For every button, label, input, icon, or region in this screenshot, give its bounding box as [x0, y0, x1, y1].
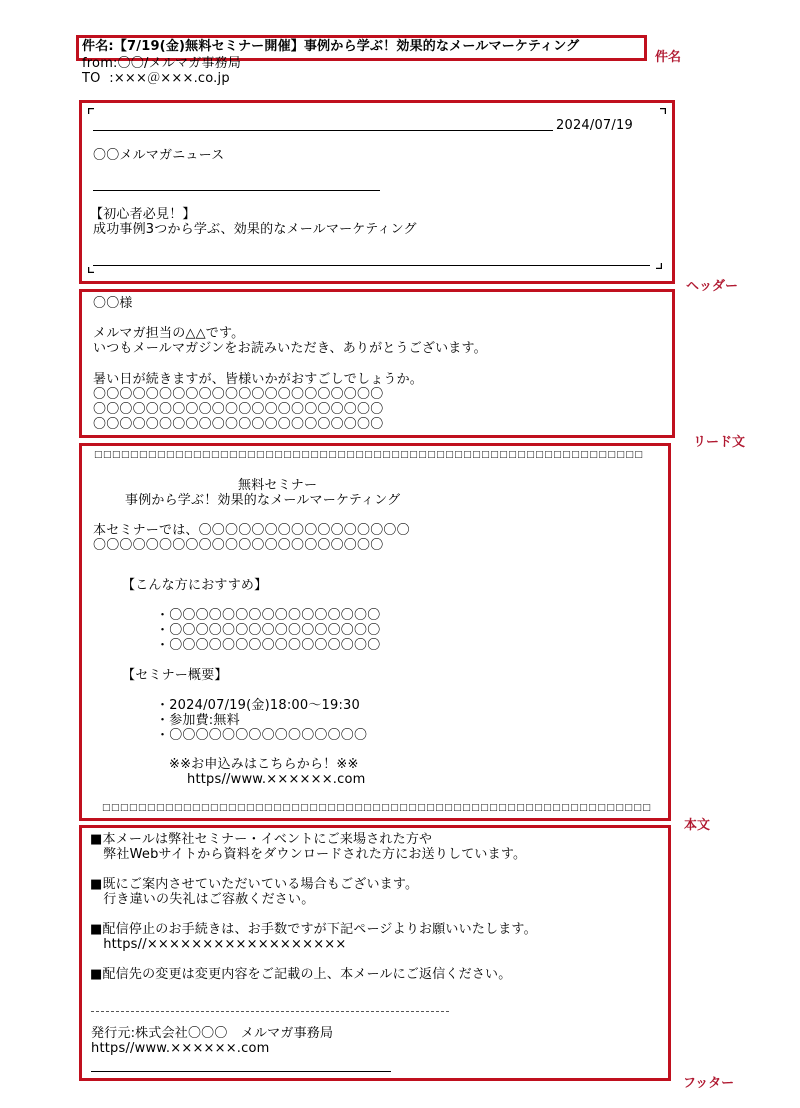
lead-section — [79, 289, 675, 438]
seminar-intro: 〇〇〇〇〇〇〇〇〇〇〇〇〇〇〇〇〇〇〇〇〇〇 — [93, 538, 384, 553]
email-to: TO :×××＠×××.co.jp — [82, 71, 230, 86]
label-body: 本文 — [684, 818, 711, 833]
corner-top-right-icon — [660, 108, 666, 114]
publisher: 発行元:株式会社〇〇〇 メルマガ事務局 — [91, 1026, 334, 1041]
corner-bottom-right-icon — [656, 263, 662, 269]
header-date: 2024/07/19 — [556, 118, 633, 133]
footer-rule-bottom — [91, 1071, 391, 1072]
label-header: ヘッダー — [686, 279, 739, 294]
body-divider-bottom: □□□□□□□□□□□□□□□□□□□□□□□□□□□□□□□□□□□□□□□□□□□□□□□□□□□□□□□□□□□□□ — [102, 803, 652, 813]
lead-placeholder-line: 〇〇〇〇〇〇〇〇〇〇〇〇〇〇〇〇〇〇〇〇〇〇 — [93, 417, 384, 432]
cta-link[interactable]: https//www.××××××.com — [187, 772, 366, 787]
lead-intro: メルマガ担当の△△です。 — [93, 326, 245, 341]
footer-divider-dashed — [91, 1011, 449, 1012]
seminar-subtitle: 事例から学ぶ！効果的なメールマーケティング — [125, 493, 401, 508]
header-tagline: 【初心者必見！】 — [90, 207, 196, 222]
lead-greeting: 〇〇様 — [93, 296, 133, 311]
header-rule-middle — [93, 190, 380, 191]
newsletter-name: 〇〇メルマガニュース — [93, 148, 225, 163]
label-lead: リード文 — [693, 435, 746, 450]
unsubscribe-link[interactable]: https//×××××××××××××××××× — [90, 937, 347, 952]
footer-note: ■既にご案内させていただいている場合もございます。 — [90, 877, 419, 892]
footer-section — [79, 825, 671, 1081]
corner-bottom-left-icon — [88, 267, 94, 273]
recommend-item: ・〇〇〇〇〇〇〇〇〇〇〇〇〇〇〇〇 — [156, 638, 381, 653]
label-footer: フッター — [683, 1076, 735, 1091]
header-rule-top — [93, 130, 553, 131]
recommend-item: ・〇〇〇〇〇〇〇〇〇〇〇〇〇〇〇〇 — [156, 608, 381, 623]
lead-placeholder-line: 〇〇〇〇〇〇〇〇〇〇〇〇〇〇〇〇〇〇〇〇〇〇 — [93, 402, 384, 417]
email-from: from:〇〇/メルマガ事務局 — [82, 56, 242, 71]
lead-placeholder-line: 〇〇〇〇〇〇〇〇〇〇〇〇〇〇〇〇〇〇〇〇〇〇 — [93, 387, 384, 402]
header-rule-bottom — [93, 265, 650, 266]
header-headline: 成功事例3つから学ぶ、効果的なメールマーケティング — [93, 222, 417, 237]
footer-note: ■配信停止のお手続きは、お手数ですが下記ページよりお願いいたします。 — [90, 922, 537, 937]
footer-note: ■配信先の変更は変更内容をご記載の上、本メールにご返信ください。 — [90, 967, 512, 982]
lead-season: 暑い日が続きますが、皆様いかがおすごしでしょうか。 — [93, 372, 424, 387]
footer-note: 弊社Webサイトから資料をダウンロードされた方にお送りしています。 — [90, 847, 527, 862]
body-divider-top: □□□□□□□□□□□□□□□□□□□□□□□□□□□□□□□□□□□□□□□□□□□□□□□□□□□□□□□□□□□□□ — [94, 450, 644, 460]
overview-heading: 【セミナー概要】 — [122, 668, 228, 683]
label-subject: 件名 — [655, 50, 682, 65]
footer-note: ■本メールは弊社セミナー・イベントにご来場された方や — [90, 832, 433, 847]
publisher-url[interactable]: https//www.××××××.com — [91, 1041, 270, 1056]
header-section — [79, 100, 675, 284]
corner-top-left-icon — [88, 108, 94, 114]
email-subject: 件名:【7/19(金)無料セミナー開催】事例から学ぶ！効果的なメールマーケティング — [82, 39, 580, 54]
overview-item: ・参加費:無料 — [156, 713, 240, 728]
recommend-heading: 【こんな方におすすめ】 — [122, 578, 268, 593]
footer-note: 行き違いの失礼はご容赦ください。 — [90, 892, 315, 907]
lead-thanks: いつもメールマガジンをお読みいただき、ありがとうございます。 — [93, 341, 487, 356]
overview-item: ・2024/07/19(金)18:00〜19:30 — [156, 698, 360, 713]
cta-text: ※※お申込みはこちらから！※※ — [169, 757, 359, 772]
overview-item: ・〇〇〇〇〇〇〇〇〇〇〇〇〇〇〇 — [156, 728, 368, 743]
seminar-title: 無料セミナー — [238, 478, 318, 493]
recommend-item: ・〇〇〇〇〇〇〇〇〇〇〇〇〇〇〇〇 — [156, 623, 381, 638]
seminar-intro: 本セミナーでは、〇〇〇〇〇〇〇〇〇〇〇〇〇〇〇〇 — [93, 523, 410, 538]
body-section — [79, 443, 671, 821]
